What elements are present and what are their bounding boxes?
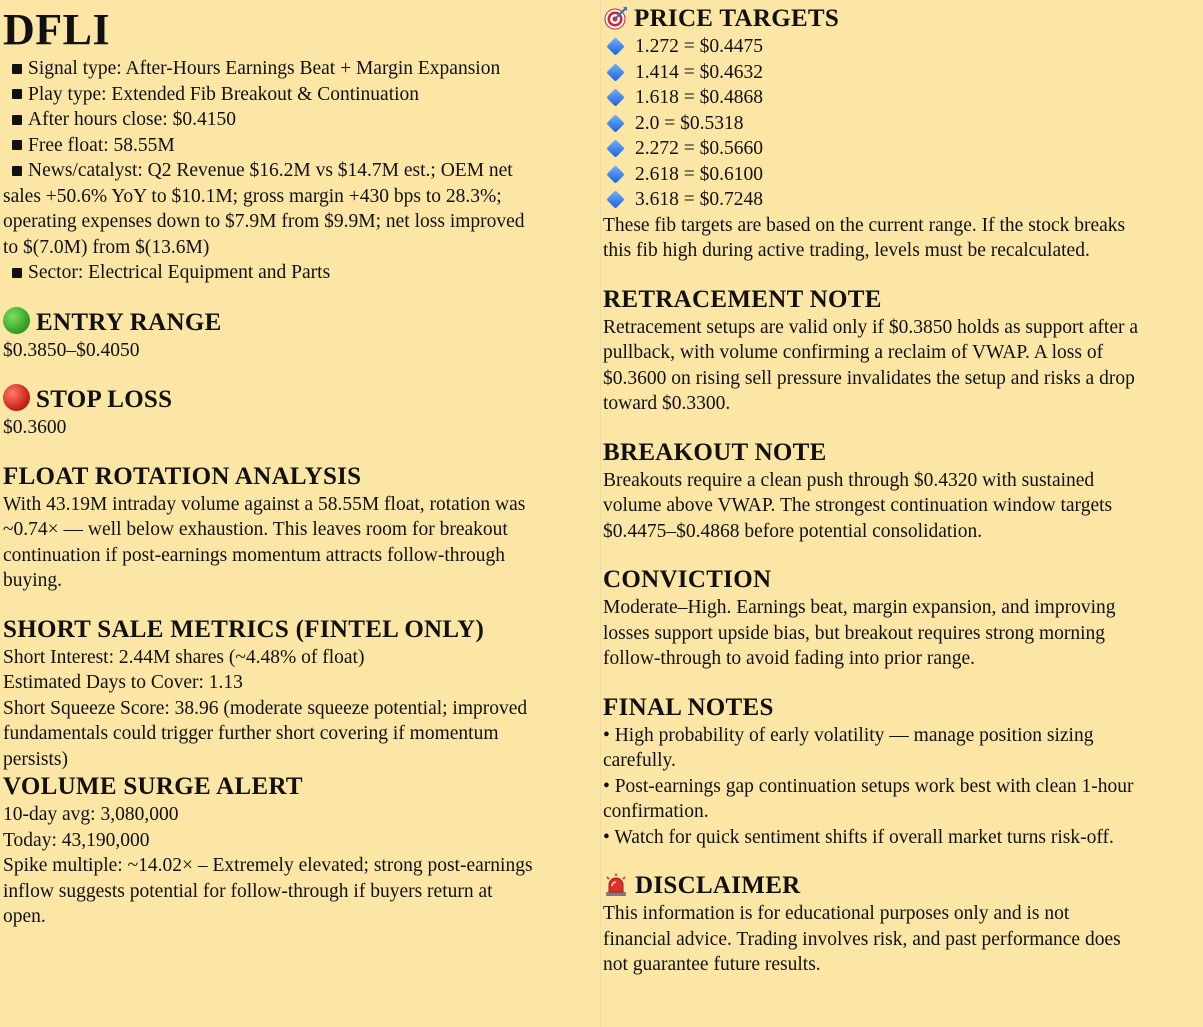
short-sale-heading: SHORT SALE METRICS (FINTEL ONLY) [3, 615, 485, 643]
paragraph-line: • Watch for quick sentiment shifts if overall market turns risk-off. [603, 826, 1114, 848]
paragraph-line: continuation if post-earnings momentum attracts follow-through [3, 544, 506, 566]
conviction-heading: CONVICTION [603, 566, 772, 593]
news-line: sales +50.6% YoY to $10.1M; gross margin +430 bps to 28.3%; [3, 185, 502, 207]
summary-list [3, 56, 595, 286]
paragraph-line: ~0.74× — well below exhaustion. This leaves room for breakout [3, 519, 508, 540]
paragraph-line: not guarantee future results. [603, 954, 821, 975]
paragraph-line: pullback, with volume confirming a reclaim of VWAP. A loss of [603, 342, 1104, 363]
summary-item [3, 82, 595, 108]
blue-diamond-icon [606, 88, 624, 106]
blue-diamond-icon [606, 114, 624, 132]
target-text: 2.618 = $0.6100 [635, 163, 763, 185]
summary-text: Signal type: After-Hours Earnings Beat + Margin Expansion [28, 58, 501, 79]
price-target-item [603, 85, 1199, 111]
paragraph-line: This information is for educational purposes only and is not [603, 903, 1070, 924]
target-text: 1.272 = $0.4475 [635, 36, 763, 57]
entry-range-value: $0.3850–$0.4050 [3, 339, 140, 361]
price-target-item [603, 162, 1199, 188]
heading-text: STOP LOSS [36, 386, 173, 413]
target-text: 1.414 = $0.4632 [635, 61, 763, 83]
paragraph-line: $0.3600 on rising sell pressure invalidates the setup and risks a drop [603, 367, 1135, 389]
paragraph-line: $0.4475–$0.4868 before potential consolidation. [603, 520, 983, 542]
heading-text: PRICE TARGETS [634, 5, 840, 32]
target-text: 1.618 = $0.4868 [635, 87, 763, 108]
red-circle-icon [3, 384, 30, 411]
black-square-icon [12, 115, 22, 125]
price-target-item [603, 111, 1199, 137]
summary-item [3, 133, 595, 159]
float-rotation-heading: FLOAT ROTATION ANALYSIS [3, 462, 362, 490]
heading-text: ENTRY RANGE [36, 308, 222, 336]
stop-loss-heading [3, 384, 595, 415]
volume-surge-heading: VOLUME SURGE ALERT [3, 773, 303, 800]
paragraph-line: Moderate–High. Earnings beat, margin expansion, and improving [603, 597, 1116, 618]
news-catalyst [3, 158, 595, 184]
target-text: 2.0 = $0.5318 [635, 112, 744, 134]
paragraph-line: persists) [3, 748, 68, 770]
paragraph-line: follow-through to avoid fading into prior range. [603, 648, 976, 669]
retracement-heading: RETRACEMENT NOTE [603, 285, 882, 313]
target-text: 2.272 = $0.5660 [635, 138, 763, 159]
paragraph-line: Breakouts require a clean push through $0.4320 with sustained [603, 469, 1095, 491]
paragraph-line: confirmation. [603, 801, 709, 822]
news-line: to $(7.0M) from $(13.6M) [3, 236, 210, 258]
summary-text: Free float: 58.55M [28, 134, 175, 156]
news-line: operating expenses down to $7.9M from $9.9M; net loss improved [3, 211, 525, 232]
left-column [3, 0, 595, 930]
paragraph-line: These fib targets are based on the current range. If the stock breaks [603, 214, 1126, 236]
heading-text: DISCLAIMER [635, 872, 801, 899]
summary-item [3, 56, 595, 82]
breakout-heading: BREAKOUT NOTE [603, 438, 827, 466]
blue-diamond-icon [606, 63, 624, 81]
summary-item [3, 107, 595, 133]
paragraph-line: losses support upside bias, but breakout requires strong morning [603, 622, 1106, 644]
paragraph-line: toward $0.3300. [603, 393, 731, 414]
target-icon [604, 6, 628, 30]
paragraph-line: carefully. [603, 750, 676, 771]
paragraph-line: Estimated Days to Cover: 1.13 [3, 672, 243, 693]
paragraph-line: • Post-earnings gap continuation setups work best with clean 1-hour [603, 775, 1134, 797]
paragraph-line: 10-day avg: 3,080,000 [3, 804, 179, 825]
summary-text: Play type: Extended Fib Breakout & Continuation [28, 83, 420, 105]
siren-icon [604, 873, 628, 897]
target-text: 3.618 = $0.7248 [635, 189, 763, 210]
paragraph-line: • High probability of early volatility — manage position sizing [603, 724, 1094, 746]
price-target-item [603, 136, 1199, 162]
disclaimer-heading [603, 871, 1199, 901]
price-target-item [603, 187, 1199, 213]
price-target-item [603, 34, 1199, 60]
summary-item [3, 260, 595, 286]
final-notes-heading: FINAL NOTES [603, 693, 774, 721]
paragraph-line: Short Interest: 2.44M shares (~4.48% of float) [3, 646, 365, 668]
news-line: News/catalyst: Q2 Revenue $16.2M vs $14.7M est.; OEM net [28, 160, 513, 181]
black-square-icon [12, 268, 22, 278]
paragraph-line: Spike multiple: ~14.02× – Extremely elevated; strong post-earnings [3, 855, 533, 876]
right-column [603, 0, 1199, 978]
paragraph-line: volume above VWAP. The strongest continuation window targets [603, 495, 1113, 516]
stop-loss-value: $0.3600 [3, 417, 67, 438]
black-square-icon [12, 64, 22, 74]
paragraph-line: this fib high during active trading, levels must be recalculated. [603, 240, 1090, 261]
black-square-icon [12, 166, 22, 176]
paragraph-line: fundamentals could trigger further short covering if momentum [3, 723, 499, 744]
blue-diamond-icon [606, 139, 624, 157]
green-circle-icon [3, 307, 30, 334]
ticker-title: DFLI [3, 5, 111, 54]
paragraph-line: open. [3, 906, 46, 927]
sector-text: Sector: Electrical Equipment and Parts [28, 262, 331, 283]
summary-text: After hours close: $0.4150 [28, 109, 236, 130]
paragraph-line: Today: 43,190,000 [3, 829, 150, 851]
paragraph-line: financial advice. Trading involves risk, and past performance does [603, 928, 1121, 950]
blue-diamond-icon [606, 165, 624, 183]
paragraph-line: With 43.19M intraday volume against a 58.55M float, rotation was [3, 493, 526, 515]
paragraph-line: buying. [3, 570, 63, 591]
entry-range-heading [3, 307, 595, 338]
blue-diamond-icon [606, 37, 624, 55]
blue-diamond-icon [606, 190, 624, 208]
paragraph-line: Short Squeeze Score: 38.96 (moderate squeeze potential; improved [3, 697, 528, 719]
black-square-icon [12, 89, 22, 99]
black-square-icon [12, 140, 22, 150]
paragraph-line: inflow suggests potential for follow-through if buyers return at [3, 880, 493, 902]
column-divider [600, 0, 601, 1027]
price-targets-heading [603, 4, 1199, 34]
price-target-item [603, 60, 1199, 86]
paragraph-line: Retracement setups are valid only if $0.3850 holds as support after a [603, 316, 1139, 338]
